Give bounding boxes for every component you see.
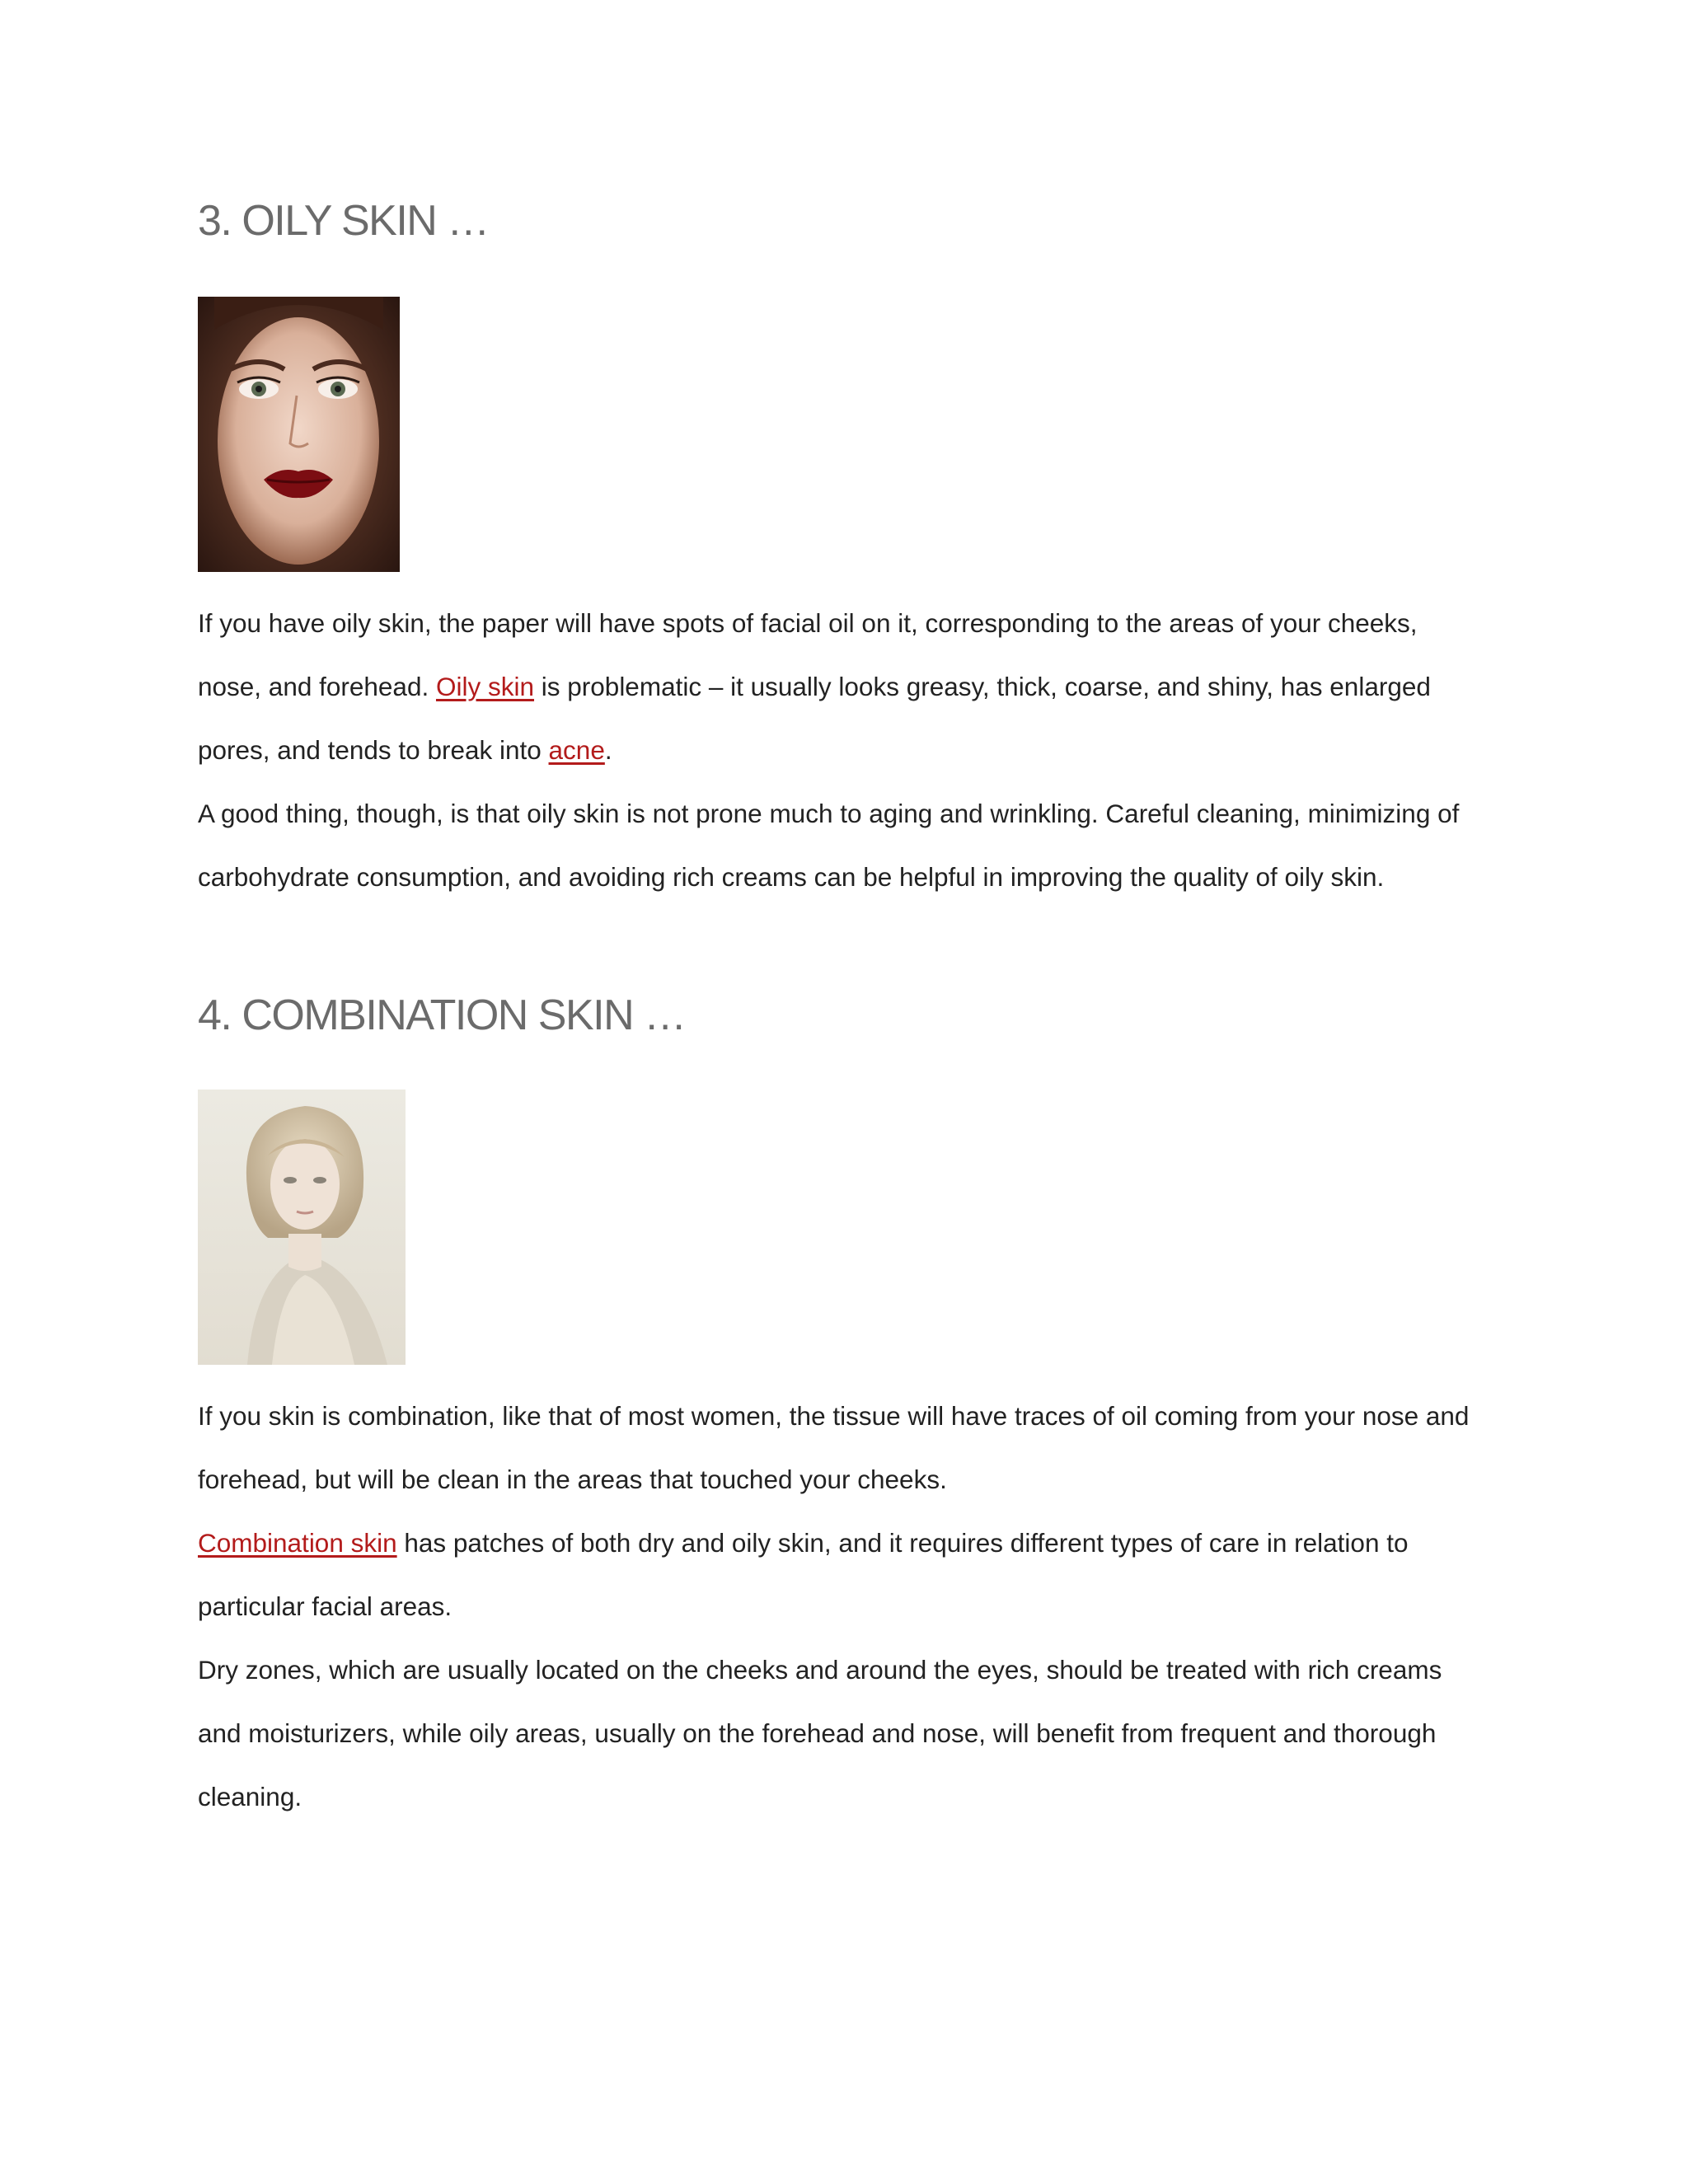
paragraph-text: has patches of both dry and oily skin, and it requires different types of care in relation to particular facial areas. <box>198 1528 1409 1621</box>
paragraph-text: If you have oily skin, the paper will have spots of facial oil on it, corresponding to the areas of your cheeks, nose, and forehead. <box>198 608 1418 701</box>
acne-link[interactable]: acne <box>548 735 605 765</box>
section-heading-combination-skin: 4. COMBINATION SKIN … <box>198 991 686 1039</box>
combination-skin-link[interactable]: Combination skin <box>198 1528 397 1558</box>
oily-skin-paragraph-2: A good thing, though, is that oily skin is not prone much to aging and wrinkling. Careful cleaning, minimizing of carbohydrate consumption, and avoiding rich creams can be helpful in improving the quality of oily skin. <box>198 799 1460 892</box>
paragraph-text: is problematic – it usually looks greasy, thick, coarse, and shiny, has enlarged pores, and tends to break into <box>198 672 1431 765</box>
oily-skin-portrait-image <box>198 297 400 572</box>
combination-skin-paragraph-1: If you skin is combination, like that of most women, the tissue will have traces of oil coming from your nose and forehead, but will be clean in the areas that touched your cheeks. <box>198 1401 1470 1494</box>
combination-skin-paragraph-2 <box>198 1511 1484 1638</box>
section-heading-oily-skin: 3. OILY SKIN … <box>198 197 489 245</box>
oily-skin-paragraph-1 <box>198 592 1484 782</box>
combination-skin-paragraph-3: Dry zones, which are usually located on the cheeks and around the eyes, should be treated with rich creams and moisturizers, while oily areas, usually on the forehead and nose, will benefit from frequent and thorough cleaning. <box>198 1655 1442 1811</box>
oily-skin-link[interactable]: Oily skin <box>435 672 535 701</box>
combination-skin-portrait-image <box>198 1090 406 1365</box>
paragraph-text: . <box>604 735 612 765</box>
